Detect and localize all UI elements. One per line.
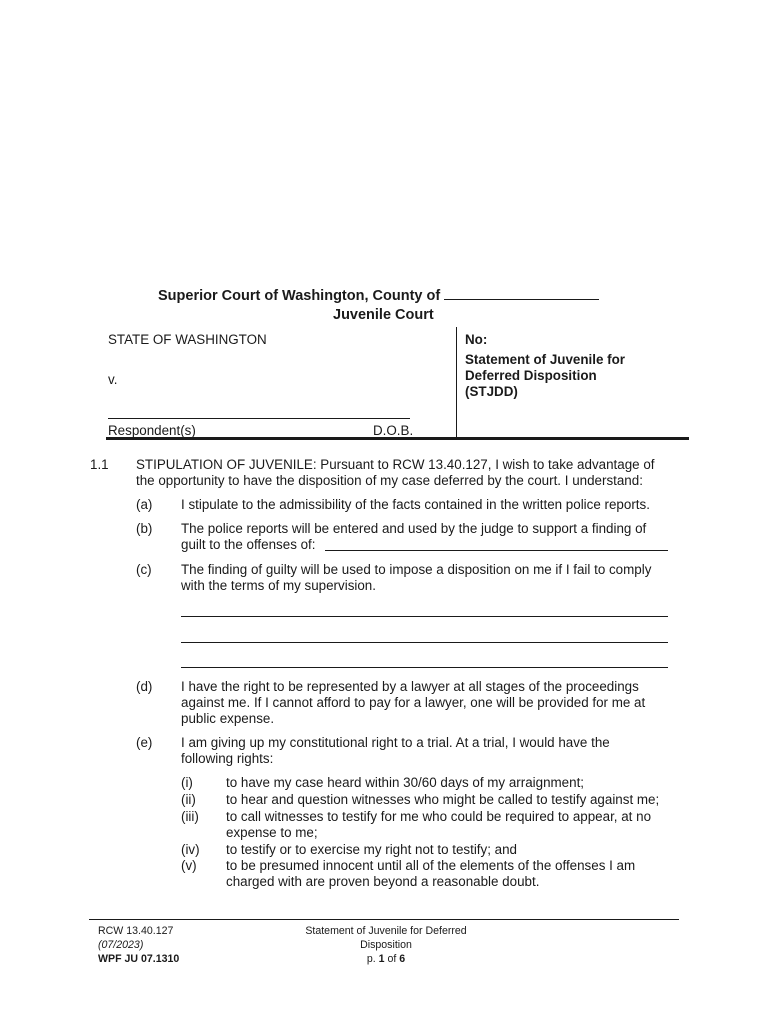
court-name: Superior Court of Washington, County of bbox=[158, 288, 441, 304]
section-text-line-2: the opportunity to have the disposition of my case deferred by the court. I understand: bbox=[136, 473, 643, 488]
item-b-label: (b) bbox=[136, 521, 153, 536]
right-i-label: (i) bbox=[181, 775, 193, 790]
item-c-text-line-1: The finding of guilty will be used to impose a disposition on me if I fail to comply bbox=[181, 562, 652, 577]
respondent-label: Respondent(s) bbox=[108, 423, 196, 438]
item-b-text-line-2: guilt to the offenses of: bbox=[181, 537, 316, 552]
page-total: 6 bbox=[399, 953, 406, 965]
footer-rule bbox=[89, 919, 679, 920]
juvenile-court-label: Juvenile Court bbox=[333, 307, 434, 323]
item-d-text-line-2: against me. If I cannot afford to pay for a lawyer, one will be provided for me at bbox=[181, 695, 646, 710]
item-c-label: (c) bbox=[136, 562, 152, 577]
plaintiff-name: STATE OF WASHINGTON bbox=[108, 332, 267, 347]
item-d-text-line-1: I have the right to be represented by a lawyer at all stages of the proceedings bbox=[181, 679, 639, 694]
offenses-blank[interactable] bbox=[325, 550, 668, 551]
footer-form-id: WPF JU 07.1310 bbox=[98, 953, 180, 965]
supervision-terms-line-3[interactable] bbox=[181, 667, 668, 668]
item-e-text-line-1: I am giving up my constitutional right to a trial. At a trial, I would have the bbox=[181, 735, 610, 750]
right-iii-text-line-1: to call witnesses to testify for me who could be required to appear, at no bbox=[226, 809, 652, 824]
court-heading bbox=[158, 288, 599, 305]
item-d-text-line-3: public expense. bbox=[181, 711, 275, 726]
versus-label: v. bbox=[108, 372, 118, 387]
section-number: 1.1 bbox=[90, 457, 109, 472]
right-iv-text: to testify or to exercise my right not to testify; and bbox=[226, 842, 517, 857]
item-c-text-line-2: with the terms of my supervision. bbox=[181, 578, 376, 593]
item-a-text: I stipulate to the admissibility of the facts contained in the written police reports. bbox=[181, 497, 650, 512]
document-title-line-1: Statement of Juvenile for bbox=[465, 352, 625, 367]
item-e-label: (e) bbox=[136, 735, 153, 750]
right-v-label: (v) bbox=[181, 858, 197, 873]
right-iv-label: (iv) bbox=[181, 842, 200, 857]
right-ii-label: (ii) bbox=[181, 792, 196, 807]
supervision-terms-line-1[interactable] bbox=[181, 616, 668, 617]
case-number-label: No: bbox=[465, 332, 488, 347]
item-e-text-line-2: following rights: bbox=[181, 751, 274, 766]
dob-label: D.O.B. bbox=[373, 423, 414, 438]
item-d-label: (d) bbox=[136, 679, 153, 694]
footer-title-line-1: Statement of Juvenile for Deferred bbox=[305, 925, 467, 937]
right-iii-label: (iii) bbox=[181, 809, 199, 824]
document-title-line-3: (STJDD) bbox=[465, 384, 518, 399]
document-title-line-2: Deferred Disposition bbox=[465, 368, 597, 383]
page-current: 1 bbox=[378, 953, 385, 965]
right-v-text-line-2: charged with are proven beyond a reasonable doubt. bbox=[226, 874, 540, 889]
respondent-signature-line[interactable] bbox=[108, 418, 410, 419]
caption-bottom-rule bbox=[106, 437, 689, 440]
item-a-label: (a) bbox=[136, 497, 153, 512]
right-iii-text-line-2: expense to me; bbox=[226, 825, 318, 840]
supervision-terms-line-2[interactable] bbox=[181, 642, 668, 643]
footer-revision-date: (07/2023) bbox=[98, 939, 144, 951]
footer-page-number bbox=[260, 952, 512, 966]
footer-rcw: RCW 13.40.127 bbox=[98, 925, 174, 937]
section-text-line-1: STIPULATION OF JUVENILE: Pursuant to RCW 13.40.127, I wish to take advantage of bbox=[136, 457, 655, 472]
item-b-text-line-1: The police reports will be entered and used by the judge to support a finding of bbox=[181, 521, 647, 536]
page-prefix: p. bbox=[366, 953, 376, 965]
county-blank[interactable] bbox=[444, 299, 599, 300]
right-v-text-line-1: to be presumed innocent until all of the elements of the offenses I am bbox=[226, 858, 636, 873]
footer-title-line-2: Disposition bbox=[360, 939, 412, 951]
right-ii-text: to hear and question witnesses who might be called to testify against me; bbox=[226, 792, 660, 807]
right-i-text: to have my case heard within 30/60 days of my arraignment; bbox=[226, 775, 585, 790]
page-of: of bbox=[387, 953, 397, 965]
caption-vertical-divider bbox=[456, 327, 457, 437]
